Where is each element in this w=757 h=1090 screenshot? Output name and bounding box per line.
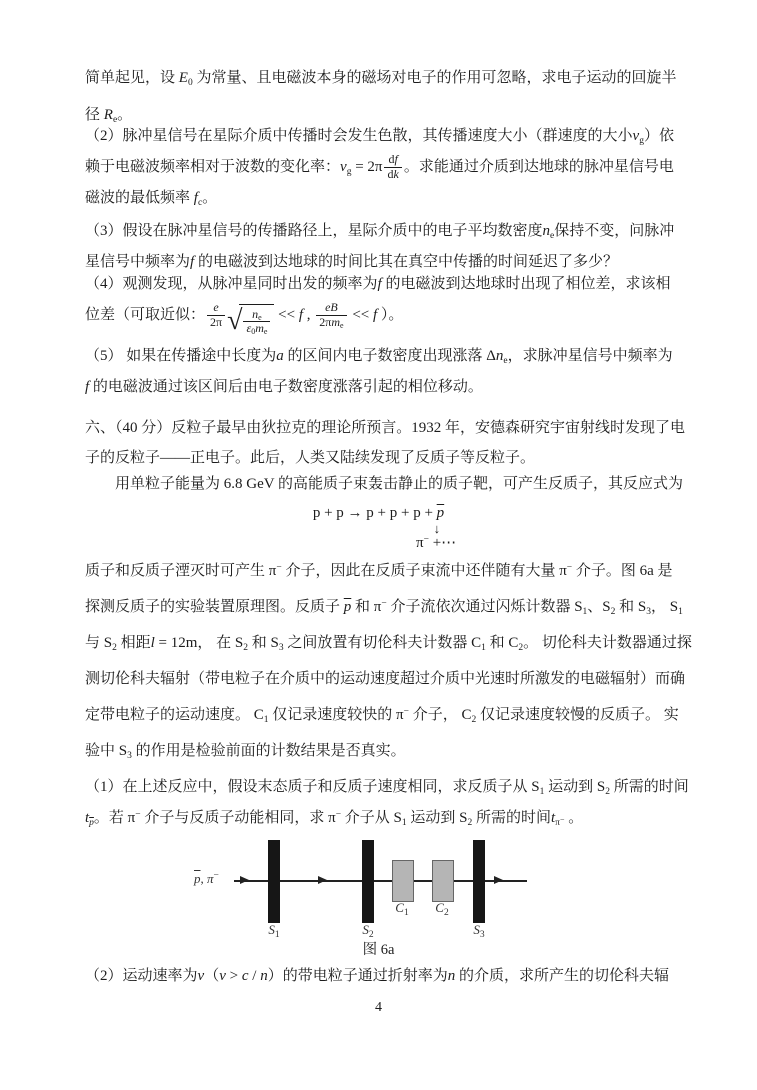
scintillator-s3-bar	[473, 840, 485, 923]
decay-products-line: π− +⋯	[416, 535, 457, 551]
label-s1: $S_1$	[268, 922, 280, 940]
text-line: 探测反质子的实验装置原理图。反质子 $\overline{p}$ 和 π− 介子流依次通过闪烁计数器 $S_1$、$S_2$ 和 $S_3$， $S_1$	[85, 599, 683, 617]
text-line: f 的电磁波通过该区间后由电子数密度涨落引起的相位移动。	[85, 379, 483, 395]
text-line: 质子和反质子湮灭时可产生 π− 介子，因此在反质子束流中还伴随有大量 π− 介子。图 6a 是	[85, 563, 673, 579]
beam-arrow-icon	[318, 876, 327, 884]
scintillator-s1-bar	[268, 840, 280, 923]
text-line: 径 $R_e$。	[85, 107, 133, 125]
paragraph-q6-intro	[85, 413, 685, 473]
figure-caption: 图 6a	[362, 942, 395, 958]
paragraph-q6-part1	[85, 772, 689, 834]
beam-arrow-icon	[494, 876, 503, 884]
label-c1: $C_1$	[395, 900, 409, 918]
reaction-equation	[312, 503, 457, 552]
cherenkov-c1-box	[392, 860, 414, 902]
text-line: （4）观测发现，从脉冲星同时出发的频率为f 的电磁波到达地球时出现了相位差，求该相	[85, 276, 671, 292]
text-line: （2）运动速率为v（v > c / n）的带电粒子通过折射率为n 的介质，求所产生的切伦科夫辐	[85, 968, 669, 984]
reaction-line: $p + p \to p + p + p + \overline{p}$	[312, 505, 445, 521]
text-line: 与 $S_2$ 相距l = 12m， 在 $S_2$ 和 $S_3$ 之间放置有切伦科夫计数器 $C_1$ 和 $C_2$。 切伦科夫计数器通过探	[85, 635, 692, 653]
text-line: 子的反粒子——正电子。此后，人类又陆续发现了反质子等反粒子。	[85, 450, 536, 466]
text-line: 简单起见，设 $E_0$ 为常量、且电磁波本身的磁场对电子的作用可忽略，求电子运动的回旋半	[85, 70, 677, 88]
text-line: （2）脉冲星信号在星际介质中传播时会发生色散，其传播速度大小（群速度的大小$v_g$）依	[85, 128, 674, 146]
paragraph-q5-part2	[85, 121, 685, 214]
label-s3: $S_3$	[473, 922, 485, 940]
page-number: 4	[375, 1000, 382, 1015]
decay-arrow-down-icon: ↓	[433, 521, 441, 536]
beam-arrow-icon	[240, 876, 249, 884]
figure-6a	[190, 838, 580, 938]
text-line: 六、（40 分）反粒子最早由狄拉克的理论所预言。1932 年，安德森研究宇宙射线时发现了电	[85, 420, 686, 436]
paragraph-q6-setup	[85, 469, 685, 500]
text-line: （5） 如果在传播途中长度为a 的区间内电子数密度出现涨落 $\Delta n_e$，求脉冲星信号中频率为	[85, 348, 673, 366]
text-line: 赖于电磁波频率相对于波数的变化率：$v_g = 2\pi$ $\frac{df}{dk}$ 。求能通过介质到达地球的脉冲星信号电	[85, 151, 674, 181]
text-line: 磁波的最低频率 $f_c$。	[85, 190, 218, 208]
label-c2: $C_2$	[435, 900, 449, 918]
paragraph-q6-apparatus	[85, 553, 692, 769]
text-line: 测切伦科夫辐射（带电粒子在介质中的运动速度超过介质中光速时所激发的电磁辐射）而确	[85, 671, 686, 687]
cherenkov-c2-box	[432, 860, 454, 902]
text-line: （3）假设在脉冲星信号的传播路径上，星际介质中的电子平均数密度$n_e$保持不变，问脉冲	[85, 223, 675, 241]
text-line: 位差（可取近似： $\frac{e}{2\pi}$ √ $\frac{n_e}{\varepsilon_0m_e}$ << f , $\frac{eB}{2\pi m_e}$ << f ）。	[85, 300, 685, 338]
text-line: 用单粒子能量为 6.8 GeV 的高能质子束轰击静止的质子靶，可产生反质子，其反应式为	[115, 476, 684, 492]
beam-particles-label: $\overline{p}$, π−	[194, 871, 219, 886]
text-line: 定带电粒子的运动速度。 $C_1$ 仅记录速度较快的 π− 介子， $C_2$ 仅记录速度较慢的反质子。 实	[85, 707, 679, 725]
text-line: $t_{\overline{p}}$。若 π− 介子与反质子动能相同，求 π− 介子从 $S_1$ 运动到 $S_2$ 所需的时间$t_{\pi^-}$ 。	[85, 810, 584, 828]
scintillator-s2-bar	[362, 840, 374, 923]
paragraph-q5-part5	[85, 341, 685, 403]
text-line: （1）在上述反应中，假设末态质子和反质子速度相同，求反质子从 $S_1$ 运动到 $S_2$ 所需的时间	[85, 779, 689, 797]
paragraph-q6-part2	[85, 961, 685, 992]
reaction-equation-block	[0, 503, 757, 552]
text-line: 验中 $S_3$ 的作用是检验前面的计数结果是否真实。	[85, 743, 406, 761]
text-line: 星信号中频率为f 的电磁波到达地球的时间比其在真空中传播的时间延迟了多少？	[85, 254, 618, 270]
paragraph-q5-part4	[85, 269, 685, 338]
label-s2: $S_2$	[362, 922, 374, 940]
